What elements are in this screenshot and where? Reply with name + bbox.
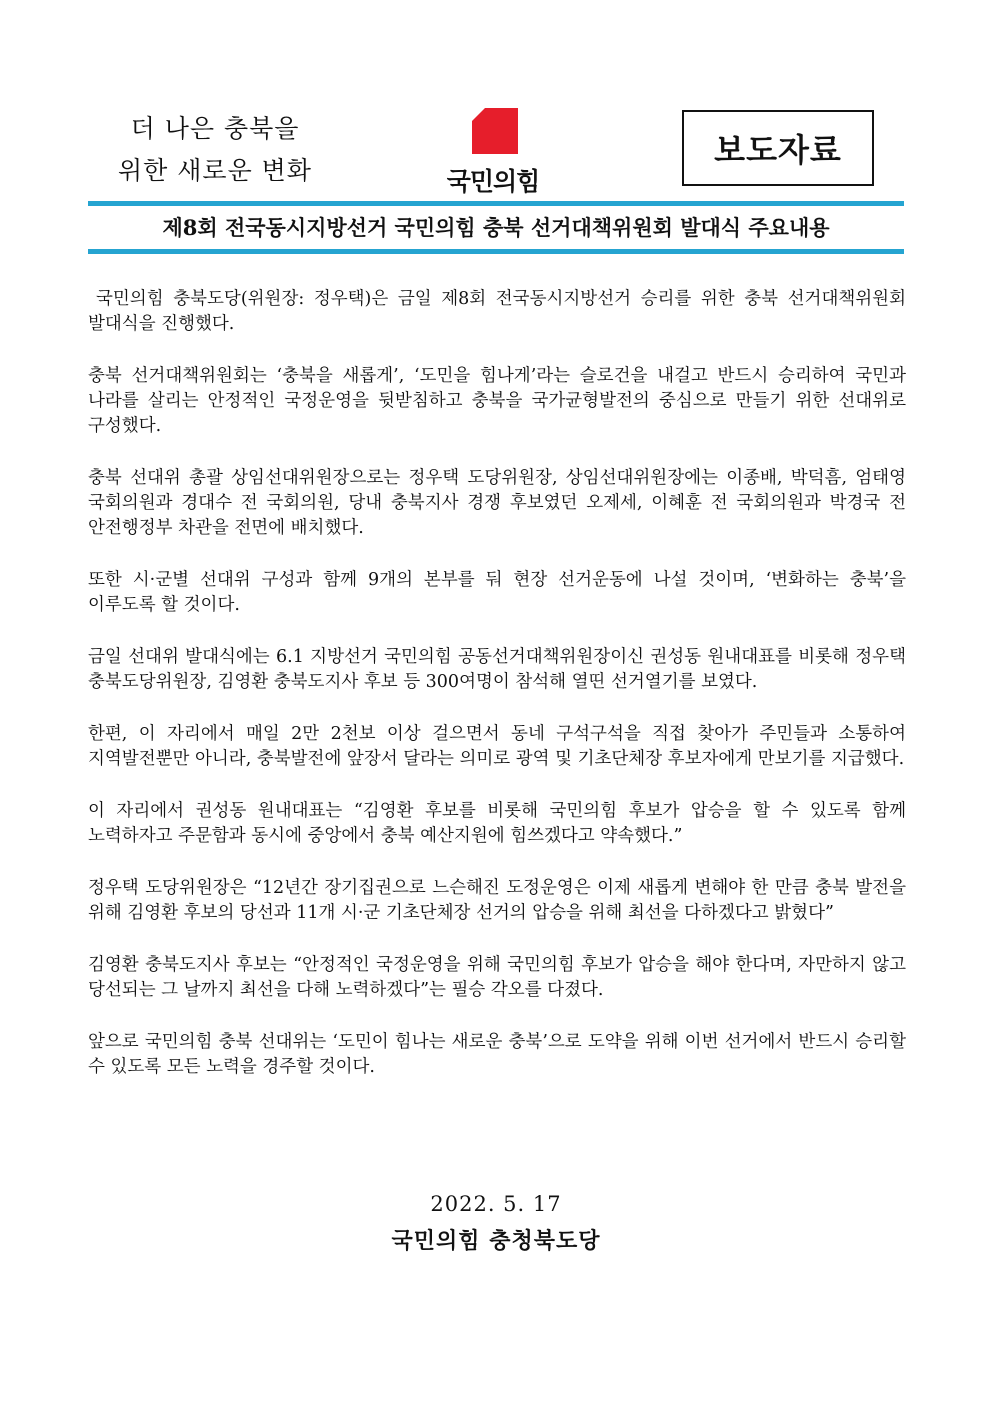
paragraph: 금일 선대위 발대식에는 6.1 지방선거 국민의힘 공동선거대책위원장이신 권성동 원내대표를 비롯해 정우택 충북도당위원장, 김영환 충북도지사 후보 등 300여명이 참석해 열띤 선거열기를 보였다. [88,647,906,692]
party-logo-text: 국민의힘 [446,167,540,196]
paragraph: 충북 선대위 총괄 상임선대위원장으로는 정우택 도당위원장, 상임선대위원장에는 이종배, 박덕흠, 엄태영 국회의원과 경대수 전 국회의원, 당내 충북지사 경쟁 후보였던 오제세, 이혜훈 전 국회의원과 박경국 전 안전행정부 차관을 전면에 배치했다. [88,468,906,538]
paragraph: 한편, 이 자리에서 매일 2만 2천보 이상 걸으면서 동네 구석구석을 직접 찾아가 주민들과 소통하여 지역발전뿐만 아니라, 충북발전에 앞장서 달라는 의미로 광역 및 기초단체장 후보자에게 만보기를 지급했다. [88,724,906,769]
organization-name: 국민의힘 충청북도당 [391,1228,601,1254]
article-body [88,287,906,1107]
paragraph: 이 자리에서 권성동 원내대표는 “김영환 후보를 비롯해 국민의힘 후보가 압승을 할 수 있도록 함께 노력하자고 주문함과 동시에 중앙에서 충북 예산지원에 힘쓰겠다고 약속했다.” [88,801,906,846]
headline-rule-top [88,201,904,206]
paragraph: 국민의힘 충북도당(위원장: 정우택)은 금일 제8회 전국동시지방선거 승리를 위한 충북 선거대책위원회 발대식을 진행했다. [88,289,906,334]
slogan-line-2: 위한 새로운 변화 [118,156,312,185]
press-release-label: 보도자료 [714,131,842,169]
slogan-line-1: 더 나은 충북을 [130,114,300,143]
party-logo-mark-icon [472,108,518,154]
press-release-box [682,110,874,186]
paragraph: 또한 시·군별 선대위 구성과 함께 9개의 본부를 둬 현장 선거운동에 나설 것이며, ‘변화하는 충북’을 이루도록 할 것이다. [88,570,906,615]
release-date: 2022. 5. 17 [430,1192,562,1216]
paragraph: 충북 선거대책위원회는 ‘충북을 새롭게’, ‘도민을 힘나게’라는 슬로건을 내걸고 반드시 승리하여 국민과 나라를 살리는 안정적인 국정운영을 뒷받침하고 충북을 국가균형발전의 중심으로 만들기 위한 선대위로 구성했다. [88,366,906,436]
slogan [100,108,330,192]
paragraph: 김영환 충북도지사 후보는 “안정적인 국정운영을 위해 국민의힘 후보가 압승을 해야 한다며, 자만하지 않고 당선되는 그 날까지 최선을 다해 노력하겠다”는 필승 각오를 다졌다. [88,955,906,1000]
paragraph: 정우택 도당위원장은 “12년간 장기집권으로 느슨해진 도정운영은 이제 새롭게 변해야 한 만큼 충북 발전을 위해 김영환 후보의 당선과 11개 시·군 기초단체장 선거의 압승을 위해 최선을 다하겠다고 밝혔다” [88,878,906,923]
headline-rule-bottom [88,249,904,254]
party-logo [438,106,548,196]
headline: 제8회 전국동시지방선거 국민의힘 충북 선거대책위원회 발대식 주요내용 [162,215,830,240]
paragraph: 앞으로 국민의힘 충북 선대위는 ‘도민이 힘나는 새로운 충북’으로 도약을 위해 이번 선거에서 반드시 승리할 수 있도록 모든 노력을 경주할 것이다. [88,1032,906,1077]
